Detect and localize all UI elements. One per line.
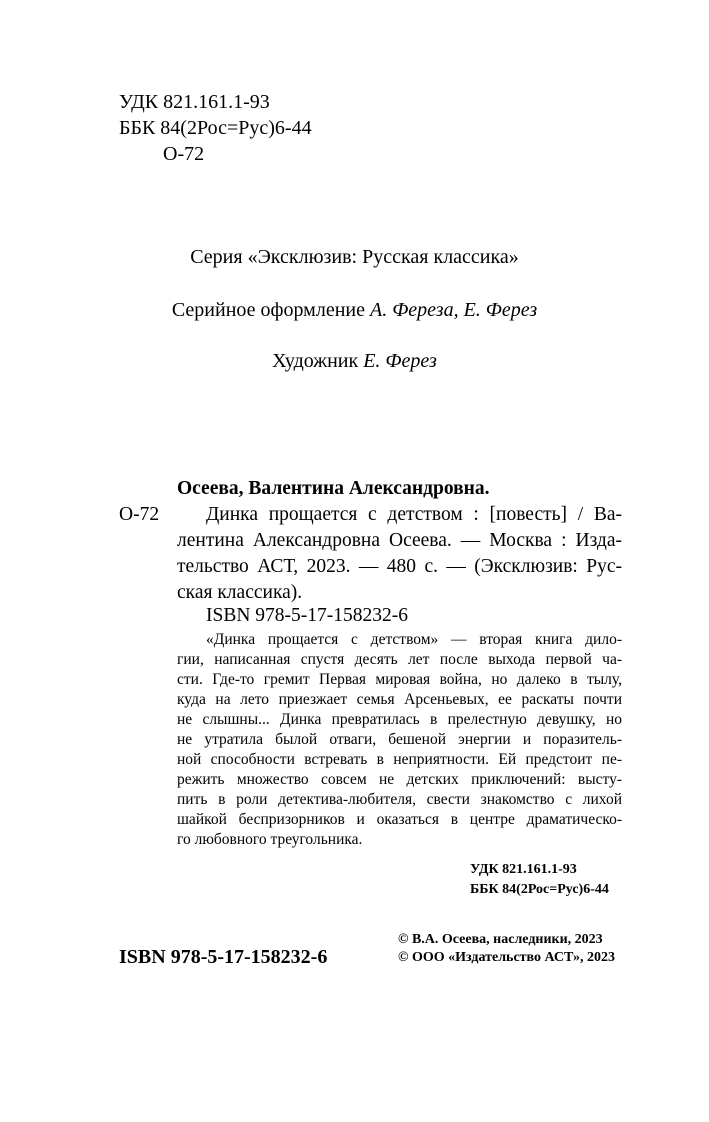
annotation-line: пить в роли детектива-любителя, свести знакомство с лихой — [177, 791, 622, 808]
annotation-line: не слышны... Динка превратилась в прелестную девушку, но — [177, 711, 622, 728]
catalog-description — [177, 502, 622, 606]
design-label: Серийное оформление — [171, 299, 365, 321]
annotation-line: го любовного треугольника. — [177, 831, 363, 848]
udk-code: УДК 821.161.1-93 — [119, 91, 270, 113]
footer-udk-code: УДК 821.161.1-93 — [470, 862, 577, 877]
annotation-line: ной способности встревать в неприятности. Ей предстоит пе- — [177, 751, 622, 768]
footer-bbk-code: ББК 84(2Рос=Рус)6-44 — [470, 882, 609, 897]
catalog-isbn: ISBN 978-5-17-158232-6 — [206, 605, 409, 626]
artist-label: Художник — [272, 350, 359, 372]
design-names: А. Фереза, Е. Ферез — [369, 299, 538, 321]
catalog-line: тельство АСТ, 2023. — 480 с. — (Эксклюзив: Рус- — [177, 556, 622, 577]
artist-name: Е. Ферез — [363, 350, 437, 372]
artist-credit — [0, 348, 709, 374]
annotation-line: сти. Где-то гремит Первая мировая война, но далеко в тылу, — [177, 671, 622, 688]
catalog-author: Осеева, Валентина Александровна. — [177, 478, 490, 499]
copyright-publisher: © ООО «Издательство АСТ», 2023 — [398, 950, 616, 965]
annotation-line: режить множество совсем не детских приключений: высту- — [177, 771, 622, 788]
design-credit — [0, 297, 709, 323]
catalog-line: ская классика). — [177, 582, 303, 603]
annotation-line: шайкой беспризорников и оказаться в центре драматическо- — [177, 811, 622, 828]
catalog-line: лентина Александровна Осеева. — Москва : Изда- — [177, 530, 622, 551]
series-line: Серия «Эксклюзив: Русская классика» — [190, 246, 519, 268]
annotation-line: гии, написанная спустя десять лет после выхода первой ча- — [177, 651, 622, 668]
annotation-line: «Динка прощается с детством» — вторая книга дило- — [206, 631, 622, 648]
catalog-code: О-72 — [119, 504, 160, 525]
copyright-author: © В.А. Осеева, наследники, 2023 — [398, 932, 603, 947]
bottom-isbn: ISBN 978-5-17-158232-6 — [119, 946, 328, 968]
annotation-line: не утратила былой отваги, бешеной энергии и поразитель- — [177, 731, 622, 748]
author-mark-code: О-72 — [163, 143, 205, 165]
catalog-line: Динка прощается с детством : [повесть] / Ва- — [206, 504, 622, 525]
bbk-code: ББК 84(2Рос=Рус)6-44 — [119, 117, 312, 139]
annotation-line: куда на лето приезжает семья Арсеньевых, ее раскаты почти — [177, 691, 622, 708]
annotation-paragraph — [177, 630, 622, 850]
